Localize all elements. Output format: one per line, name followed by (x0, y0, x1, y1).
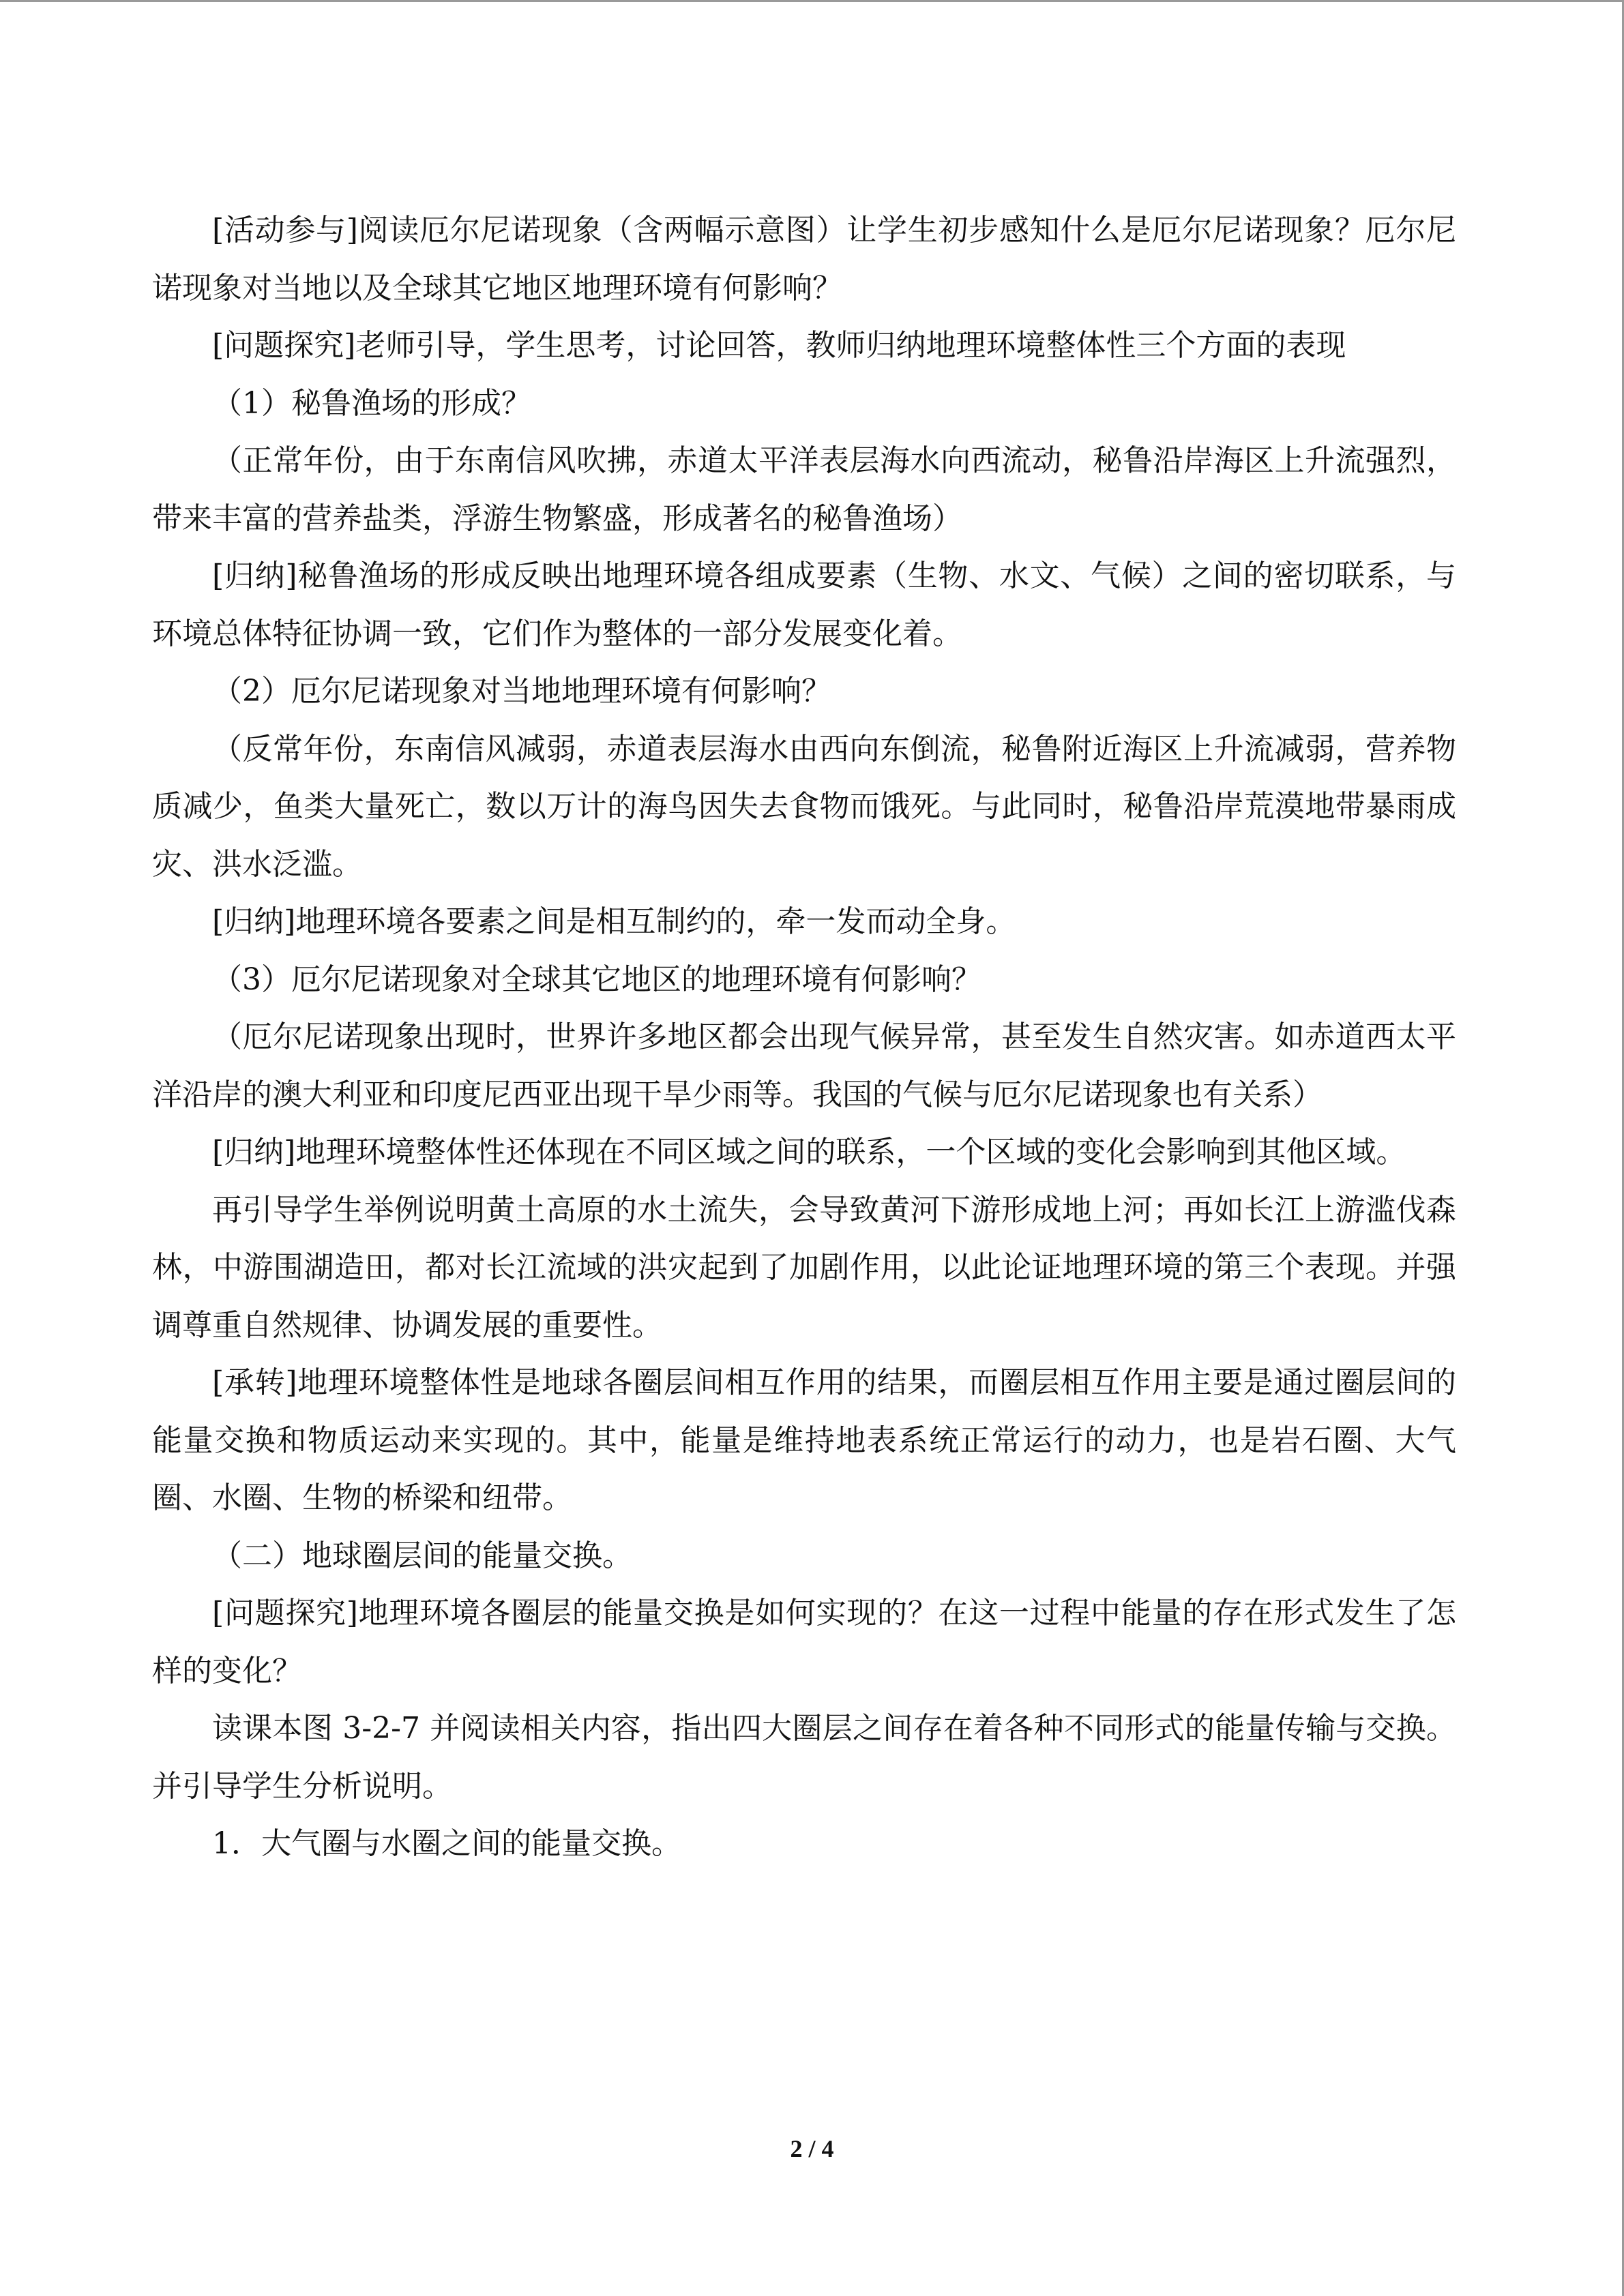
paragraph-inquiry-2: [问题探究]地理环境各圈层的能量交换是如何实现的？在这一过程中能量的存在形式发生了怎样的变化？ (152, 1596, 1456, 1688)
paragraph-activity: [活动参与]阅读厄尔尼诺现象（含两幅示意图）让学生初步感知什么是厄尔尼诺现象？厄尔尼诺现象对当地以及全球其它地区地理环境有何影响？ (152, 213, 1456, 305)
paragraph-answer-1: （正常年份，由于东南信风吹拂，赤道太平洋表层海水向西流动，秘鲁沿岸海区上升流强烈，带来丰富的营养盐类，浮游生物繁盛，形成著名的秘鲁渔场） (152, 443, 1456, 536)
paragraph-transition: [承转]地理环境整体性是地球各圈层间相互作用的结果，而圈层相互作用主要是通过圈层间的能量交换和物质运动来实现的。其中，能量是维持地表系统正常运行的动力，也是岩石圈、大气圈、水圈、生物的桥梁和纽带。 (152, 1365, 1456, 1515)
paragraph-examples: 再引导学生举例说明黄土高原的水土流失，会导致黄河下游形成地上河；再如长江上游滥伐森林，中游围湖造田，都对长江流域的洪灾起到了加剧作用，以此论证地理环境的第三个表现。并强调尊重自然规律、协调发展的重要性。 (152, 1192, 1456, 1343)
subsection-heading-atmosphere-hydrosphere: 1．大气圈与水圈之间的能量交换。 (212, 1826, 681, 1861)
page-number: 2 / 4 (790, 2135, 834, 2162)
paragraph-question-1: （1）秘鲁渔场的形成？ (212, 385, 531, 421)
paragraph-summary-2: [归纳]地理环境各要素之间是相互制约的，牵一发而动全身。 (212, 904, 1016, 939)
paragraph-answer-2: （反常年份，东南信风减弱，赤道表层海水由西向东倒流，秘鲁附近海区上升流减弱，营养物质减少，鱼类大量死亡，数以万计的海鸟因失去食物而饿死。与此同时，秘鲁沿岸荒漠地带暴雨成灾、洪水泛滥。 (152, 731, 1456, 882)
paragraph-question-2: （2）厄尔尼诺现象对当地地理环境有何影响？ (212, 674, 831, 709)
paragraph-reading: 读课本图 3-2-7 并阅读相关内容，指出四大圈层之间存在着各种不同形式的能量传输与交换。并引导学生分析说明。 (152, 1711, 1456, 1804)
paragraph-summary-3: [归纳]地理环境整体性还体现在不同区域之间的联系，一个区域的变化会影响到其他区域。 (212, 1135, 1406, 1169)
document-body (152, 202, 1456, 1873)
page-top-border (0, 0, 1624, 2)
paragraph-question-3: （3）厄尔尼诺现象对全球其它地区的地理环境有何影响？ (212, 961, 981, 997)
section-heading-energy-exchange: （二）地球圈层间的能量交换。 (212, 1538, 632, 1573)
paragraph-summary-1: [归纳]秘鲁渔场的形成反映出地理环境各组成要素（生物、水文、气候）之间的密切联系，与环境总体特征协调一致，它们作为整体的一部分发展变化着。 (152, 558, 1456, 651)
paragraph-inquiry: [问题探究]老师引导，学生思考，讨论回答，教师归纳地理环境整体性三个方面的表现 (212, 328, 1346, 363)
paragraph-answer-3: （厄尔尼诺现象出现时，世界许多地区都会出现气候异常，甚至发生自然灾害。如赤道西太平洋沿岸的澳大利亚和印度尼西亚出现干旱少雨等。我国的气候与厄尔尼诺现象也有关系） (152, 1019, 1456, 1112)
